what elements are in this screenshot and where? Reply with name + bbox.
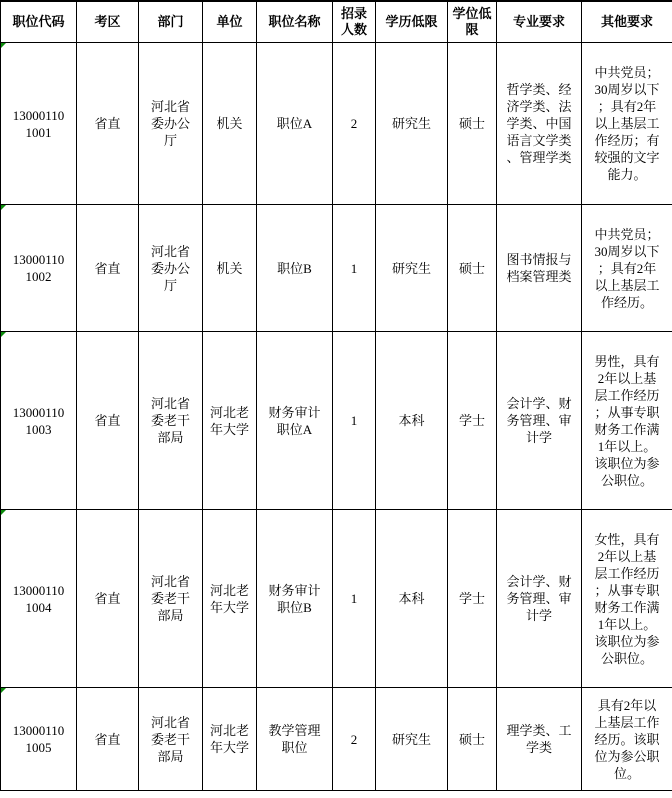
cell-code[interactable] [1,332,77,510]
cell-text: 河北老年大学 [209,723,249,755]
table-row [1,43,672,205]
cell-text: 省直 [94,116,121,131]
cell-region[interactable] [77,510,139,688]
cell-text: 哲学类、经济学类、法学类、中国语言文学类、管理学类 [506,82,572,165]
column-header-label: 单位 [216,14,243,29]
cell-unit[interactable] [203,688,257,791]
cell-count[interactable] [333,688,376,791]
cell-text: 本科 [398,413,425,428]
cell-code[interactable] [1,510,77,688]
cell-count[interactable] [333,510,376,688]
table-row [1,205,672,332]
cell-education[interactable] [376,332,448,510]
cell-text: 会计学、财务管理、审计学 [506,574,572,623]
cell-text: 机关 [216,260,243,276]
cell-degree[interactable] [448,688,497,791]
cell-text: 河北省委老干部局 [150,396,190,445]
cell-region[interactable] [77,688,139,791]
cell-text: 河北省委老干部局 [150,574,190,623]
cell-degree[interactable] [448,510,497,688]
cell-text: 男性，具有2年以上基层工作经历；从事专职财务工作满1年以上。该职位为参公职位。 [594,353,660,488]
cell-text: 学士 [458,591,485,606]
cell-text: 硕士 [458,731,485,747]
column-header-major[interactable] [497,1,582,43]
table-body [1,43,672,791]
cell-text: 财务审计职位B [268,582,321,615]
cell-other[interactable] [582,205,672,332]
text-format-flag-icon [1,510,6,515]
cell-other[interactable] [582,510,672,688]
table-row [1,332,672,510]
cell-text: 河北老年大学 [209,404,249,437]
column-header-label: 招录人数 [340,6,367,37]
cell-text: 1 [350,413,358,428]
table-row [1,688,672,791]
cell-other[interactable] [582,43,672,205]
column-header-label: 专业要求 [512,14,565,29]
cell-count[interactable] [333,332,376,510]
cell-text: 财务审计职位A [268,404,321,437]
cell-text: 2 [350,731,358,747]
cell-major[interactable] [497,510,582,688]
column-header-label: 学历低限 [385,14,438,29]
column-header-unit[interactable] [203,1,257,43]
cell-position[interactable] [257,332,333,510]
cell-code[interactable] [1,205,77,332]
column-header-region[interactable] [77,1,139,43]
cell-text: 中共党员；30周岁以下；具有2年以上基层工作经历；有较强的文字能力。 [594,65,660,182]
text-format-flag-icon [1,43,6,48]
cell-text: 会计学、财务管理、审计学 [506,396,572,445]
cell-text: 理学类、工学类 [506,723,572,755]
cell-text: 河北老年大学 [209,582,249,615]
cell-department[interactable] [139,688,203,791]
cell-department[interactable] [139,510,203,688]
cell-text: 教学管理职位 [268,723,321,755]
cell-text: 130001101004 [12,582,65,615]
cell-text: 130001101003 [12,404,65,437]
cell-other[interactable] [582,332,672,510]
column-header-education[interactable] [376,1,448,43]
cell-unit[interactable] [203,43,257,205]
cell-text: 学士 [458,413,485,428]
cell-degree[interactable] [448,43,497,205]
column-header-other[interactable] [582,1,672,43]
cell-major[interactable] [497,332,582,510]
cell-region[interactable] [77,205,139,332]
cell-text: 2 [350,116,358,131]
cell-text: 本科 [398,591,425,606]
column-header-code[interactable] [1,1,77,43]
cell-department[interactable] [139,332,203,510]
cell-text: 130001101002 [12,252,65,284]
cell-other[interactable] [582,688,672,791]
cell-region[interactable] [77,43,139,205]
text-format-flag-icon [1,332,6,337]
cell-degree[interactable] [448,205,497,332]
cell-text: 硕士 [458,260,485,276]
table-row [1,510,672,688]
cell-position[interactable] [257,205,333,332]
cell-position[interactable] [257,43,333,205]
cell-text: 河北省委老干部局 [150,714,190,764]
cell-text: 省直 [94,731,121,747]
cell-education[interactable] [376,510,448,688]
cell-count[interactable] [333,205,376,332]
cell-education[interactable] [376,688,448,791]
column-header-label: 学位低限 [452,6,492,37]
cell-major[interactable] [497,205,582,332]
cell-unit[interactable] [203,510,257,688]
cell-department[interactable] [139,205,203,332]
cell-text: 130001101005 [12,723,65,755]
cell-text: 女性，具有2年以上基层工作经历；从事专职财务工作满1年以上。该职位为参公职位。 [594,531,660,666]
column-header-label: 考区 [94,14,121,29]
cell-region[interactable] [77,332,139,510]
cell-text: 研究生 [391,731,431,747]
cell-major[interactable] [497,688,582,791]
cell-code[interactable] [1,688,77,791]
cell-education[interactable] [376,205,448,332]
cell-unit[interactable] [203,205,257,332]
cell-position[interactable] [257,510,333,688]
cell-unit[interactable] [203,332,257,510]
cell-text: 图书情报与档案管理类 [506,252,572,284]
cell-position[interactable] [257,688,333,791]
column-header-department[interactable] [139,1,203,43]
cell-text: 1 [350,260,358,276]
cell-code[interactable] [1,43,77,205]
cell-text: 省直 [94,260,121,276]
cell-text: 硕士 [458,116,485,131]
text-format-flag-icon [1,688,6,693]
cell-text: 省直 [94,413,121,428]
column-header-label: 部门 [157,14,184,29]
cell-text: 河北省委办公厅 [150,99,190,148]
cell-text: 省直 [94,591,121,606]
cell-major[interactable] [497,43,582,205]
column-header-label: 其他要求 [600,14,653,29]
cell-text: 职位B [277,260,312,276]
cell-text: 具有2年以上基层工作经历。该职位为参公职位。 [594,697,660,781]
column-header-position[interactable] [257,1,333,43]
cell-text: 1 [350,591,358,606]
cell-degree[interactable] [448,332,497,510]
cell-text: 130001101001 [12,107,65,140]
cell-text: 中共党员；30周岁以下；具有2年以上基层工作经历。 [594,226,660,310]
header-row [1,1,672,43]
cell-count[interactable] [333,43,376,205]
cell-text: 机关 [216,116,243,131]
column-header-degree[interactable] [448,1,497,43]
column-header-label: 职位名称 [268,14,321,29]
cell-text: 职位A [276,116,313,131]
cell-department[interactable] [139,43,203,205]
column-header-label: 职位代码 [12,14,65,29]
cell-text: 研究生 [391,116,431,131]
cell-text: 研究生 [391,260,431,276]
cell-education[interactable] [376,43,448,205]
cell-text: 河北省委办公厅 [150,243,190,293]
text-format-flag-icon [1,205,6,210]
column-header-count[interactable] [333,1,376,43]
